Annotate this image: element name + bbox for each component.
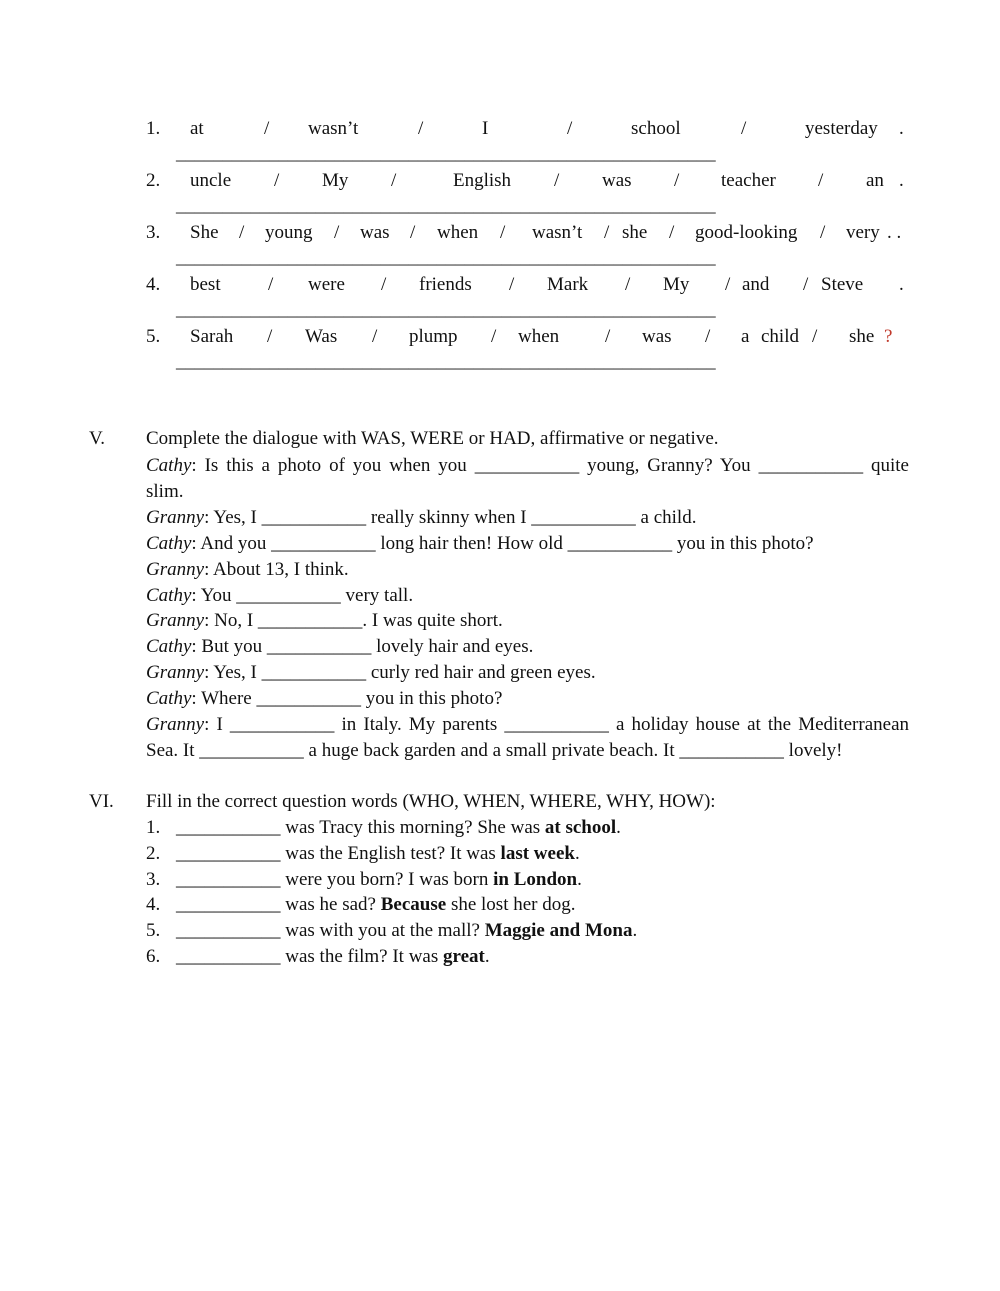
answer-line[interactable]: __________________________________________________________ bbox=[176, 351, 716, 372]
dialogue-line bbox=[146, 559, 349, 581]
dialogue-line bbox=[146, 610, 503, 632]
question-text: was Tracy this morning? She was bbox=[280, 817, 545, 838]
answer-line[interactable]: __________________________________________________________ bbox=[176, 247, 716, 268]
item-number: 3. bbox=[146, 222, 161, 243]
word-tile: Sarah bbox=[190, 326, 234, 347]
answer-blank[interactable]: ___________ bbox=[176, 920, 281, 941]
separator: / bbox=[418, 118, 424, 139]
word-tile: wasn’t bbox=[308, 118, 359, 139]
speaker-name: Granny bbox=[146, 714, 205, 735]
question-item bbox=[176, 946, 490, 968]
speaker-name: Cathy bbox=[146, 533, 192, 554]
item-number: 5. bbox=[146, 326, 161, 347]
item-number: 2. bbox=[146, 170, 161, 191]
word-tile: was bbox=[642, 326, 672, 347]
word-tile: child bbox=[761, 326, 799, 347]
answer-blank[interactable]: ___________ bbox=[266, 636, 372, 657]
word-tile: Steve bbox=[821, 274, 864, 295]
speaker-name: Cathy bbox=[146, 688, 192, 709]
separator: / bbox=[500, 222, 506, 243]
dialogue-text: in Italy. My parents bbox=[334, 714, 505, 735]
separator: / bbox=[274, 170, 280, 191]
question-text: was he sad? bbox=[280, 894, 381, 915]
dialogue-text: Sea. It bbox=[146, 740, 200, 761]
question-end: . bbox=[484, 946, 490, 967]
separator: / bbox=[239, 222, 245, 243]
dialogue-text: you in this photo? bbox=[672, 533, 814, 554]
answer-blank[interactable]: ___________ bbox=[679, 740, 784, 761]
word-tile: a bbox=[741, 326, 750, 347]
separator: / bbox=[725, 274, 731, 295]
separator: / bbox=[820, 222, 826, 243]
answer-blank[interactable]: ___________ bbox=[271, 533, 376, 554]
word-tile: English bbox=[453, 170, 512, 191]
answer-blank[interactable]: ___________ bbox=[758, 455, 864, 476]
question-text: was the English test? It was bbox=[280, 843, 501, 864]
separator: / bbox=[567, 118, 573, 139]
separator: / bbox=[741, 118, 747, 139]
separator: / bbox=[674, 170, 680, 191]
section-instruction: Complete the dialogue with WAS, WERE or HAD, affirmative or negative. bbox=[146, 428, 719, 449]
question-item bbox=[176, 894, 575, 916]
dialogue-line bbox=[146, 455, 909, 477]
word-tile: best bbox=[190, 274, 221, 295]
separator: / bbox=[604, 222, 610, 243]
answer-line[interactable]: __________________________________________________________ bbox=[176, 195, 716, 216]
word-tile: was bbox=[360, 222, 390, 243]
answer-hint: great bbox=[443, 946, 485, 967]
question-end: . bbox=[632, 920, 638, 941]
section-number: V. bbox=[89, 428, 106, 449]
dialogue-line bbox=[146, 740, 843, 762]
separator: / bbox=[264, 118, 270, 139]
answer-blank[interactable]: ___________ bbox=[531, 507, 636, 528]
separator: / bbox=[625, 274, 631, 295]
answer-blank[interactable]: ___________ bbox=[504, 714, 609, 735]
dialogue-text: lovely hair and eyes. bbox=[371, 636, 534, 657]
separator: / bbox=[381, 274, 387, 295]
word-tile: and bbox=[742, 274, 770, 295]
separator: / bbox=[334, 222, 340, 243]
question-end: she lost her dog. bbox=[446, 894, 576, 915]
answer-blank[interactable]: ___________ bbox=[229, 714, 335, 735]
word-tile: was bbox=[602, 170, 632, 191]
word-tile: friends bbox=[419, 274, 472, 295]
separator: / bbox=[410, 222, 416, 243]
dialogue-line bbox=[146, 636, 533, 658]
word-tile: I bbox=[482, 118, 489, 139]
dialogue-text: : You bbox=[191, 585, 237, 606]
question-mark: ? bbox=[884, 326, 893, 347]
answer-hint: in London bbox=[493, 869, 578, 890]
question-item bbox=[176, 920, 637, 942]
question-text: was the film? It was bbox=[280, 946, 444, 967]
speaker-name: Granny bbox=[146, 610, 205, 631]
word-tile: uncle bbox=[190, 170, 232, 191]
word-tile: yesterday bbox=[805, 118, 878, 139]
section-number: VI. bbox=[89, 791, 114, 812]
question-item bbox=[176, 869, 582, 891]
dialogue-text: you in this photo? bbox=[360, 688, 503, 709]
dialogue-text: : About 13, I think. bbox=[204, 559, 349, 580]
end-mark: . . bbox=[887, 222, 902, 243]
dialogue-text: lovely! bbox=[783, 740, 843, 761]
dialogue-text: slim. bbox=[146, 481, 184, 502]
word-tile: She bbox=[190, 222, 219, 243]
item-number: 3. bbox=[146, 869, 161, 890]
dialogue-text: a holiday house at the Mediterranean bbox=[608, 714, 909, 735]
dialogue-line bbox=[146, 533, 814, 555]
answer-hint: last week bbox=[500, 843, 575, 864]
answer-hint: Maggie and Mona bbox=[484, 920, 633, 941]
item-number: 5. bbox=[146, 920, 161, 941]
answer-blank[interactable]: ___________ bbox=[176, 817, 281, 838]
word-tile: good-looking bbox=[695, 222, 798, 243]
separator: / bbox=[509, 274, 515, 295]
answer-line[interactable]: __________________________________________________________ bbox=[176, 143, 716, 164]
answer-blank[interactable]: ___________ bbox=[567, 533, 673, 554]
word-tile: Was bbox=[305, 326, 338, 347]
dialogue-text: a huge back garden and a small private beach. It bbox=[303, 740, 680, 761]
question-end: . bbox=[577, 869, 582, 890]
separator: / bbox=[391, 170, 397, 191]
word-tile: teacher bbox=[721, 170, 776, 191]
word-tile: very bbox=[846, 222, 880, 243]
word-tile: were bbox=[308, 274, 345, 295]
item-number: 1. bbox=[146, 118, 161, 139]
speaker-name: Cathy bbox=[146, 636, 192, 657]
separator: / bbox=[267, 326, 273, 347]
dialogue-text: : Yes, I bbox=[204, 662, 262, 683]
word-tile: My bbox=[663, 274, 690, 295]
word-tile: at bbox=[190, 118, 204, 139]
dialogue-line bbox=[146, 585, 413, 607]
answer-blank[interactable]: ___________ bbox=[176, 843, 281, 864]
end-mark: . bbox=[899, 170, 904, 191]
item-number: 1. bbox=[146, 817, 161, 838]
word-tile: Mark bbox=[547, 274, 589, 295]
separator: / bbox=[268, 274, 274, 295]
dialogue-text: . I was quite short. bbox=[362, 610, 503, 631]
question-end: . bbox=[616, 817, 621, 838]
word-tile: she bbox=[622, 222, 648, 243]
dialogue-line bbox=[146, 507, 696, 529]
dialogue-line bbox=[146, 688, 502, 710]
answer-blank[interactable]: ___________ bbox=[176, 894, 281, 915]
dialogue-text: very tall. bbox=[340, 585, 414, 606]
section-instruction: Fill in the correct question words (WHO, WHEN, WHERE, WHY, HOW): bbox=[146, 791, 716, 812]
dialogue-text: : But you bbox=[191, 636, 267, 657]
speaker-name: Cathy bbox=[146, 585, 192, 606]
answer-blank[interactable]: ___________ bbox=[257, 610, 363, 631]
end-mark: . bbox=[899, 118, 904, 139]
dialogue-line bbox=[146, 481, 183, 503]
dialogue-text: really skinny when I bbox=[366, 507, 532, 528]
speaker-name: Cathy bbox=[146, 455, 192, 476]
answer-blank[interactable]: ___________ bbox=[474, 455, 580, 476]
word-tile: when bbox=[437, 222, 479, 243]
question-item bbox=[176, 843, 580, 865]
dialogue-text: quite bbox=[863, 455, 909, 476]
separator: / bbox=[372, 326, 378, 347]
dialogue-text: : Where bbox=[191, 688, 257, 709]
answer-blank[interactable]: ___________ bbox=[176, 946, 281, 967]
answer-blank[interactable]: ___________ bbox=[199, 740, 304, 761]
item-number: 4. bbox=[146, 894, 161, 915]
word-tile: young bbox=[265, 222, 313, 243]
dialogue-text: a child. bbox=[635, 507, 697, 528]
answer-blank[interactable]: ___________ bbox=[236, 585, 341, 606]
speaker-name: Granny bbox=[146, 662, 205, 683]
dialogue-text: : Yes, I bbox=[204, 507, 262, 528]
dialogue-text: long hair then! How old bbox=[375, 533, 568, 554]
answer-hint: Because bbox=[380, 894, 447, 915]
dialogue-text: : I bbox=[204, 714, 230, 735]
speaker-name: Granny bbox=[146, 507, 205, 528]
question-text: were you born? I was born bbox=[280, 869, 494, 890]
separator: / bbox=[812, 326, 818, 347]
separator: / bbox=[669, 222, 675, 243]
answer-line[interactable]: __________________________________________________________ bbox=[176, 299, 716, 320]
item-number: 2. bbox=[146, 843, 161, 864]
question-item bbox=[176, 817, 621, 839]
speaker-name: Granny bbox=[146, 559, 205, 580]
word-tile: school bbox=[631, 118, 681, 139]
separator: / bbox=[705, 326, 711, 347]
dialogue-text: curly red hair and green eyes. bbox=[366, 662, 596, 683]
answer-blank[interactable]: ___________ bbox=[261, 662, 367, 683]
question-end: . bbox=[574, 843, 580, 864]
dialogue-text: : No, I bbox=[204, 610, 258, 631]
dialogue-line bbox=[146, 662, 596, 684]
word-tile: an bbox=[866, 170, 884, 191]
dialogue-text: : Is this a photo of you when you bbox=[191, 455, 475, 476]
word-tile: when bbox=[518, 326, 560, 347]
item-number: 6. bbox=[146, 946, 161, 967]
word-tile: My bbox=[322, 170, 349, 191]
separator: / bbox=[818, 170, 824, 191]
word-tile: she bbox=[849, 326, 875, 347]
item-number: 4. bbox=[146, 274, 161, 295]
dialogue-text: young, Granny? You bbox=[579, 455, 759, 476]
dialogue-text: : And you bbox=[191, 533, 272, 554]
answer-blank[interactable]: ___________ bbox=[256, 688, 361, 709]
word-tile: wasn’t bbox=[532, 222, 583, 243]
separator: / bbox=[491, 326, 497, 347]
answer-blank[interactable]: ___________ bbox=[176, 869, 281, 890]
dialogue-line bbox=[146, 714, 909, 736]
separator: / bbox=[803, 274, 809, 295]
question-text: was with you at the mall? bbox=[280, 920, 485, 941]
separator: / bbox=[605, 326, 611, 347]
separator: / bbox=[554, 170, 560, 191]
answer-blank[interactable]: ___________ bbox=[261, 507, 367, 528]
answer-hint: at school bbox=[544, 817, 617, 838]
word-tile: plump bbox=[409, 326, 458, 347]
end-mark: . bbox=[899, 274, 904, 295]
